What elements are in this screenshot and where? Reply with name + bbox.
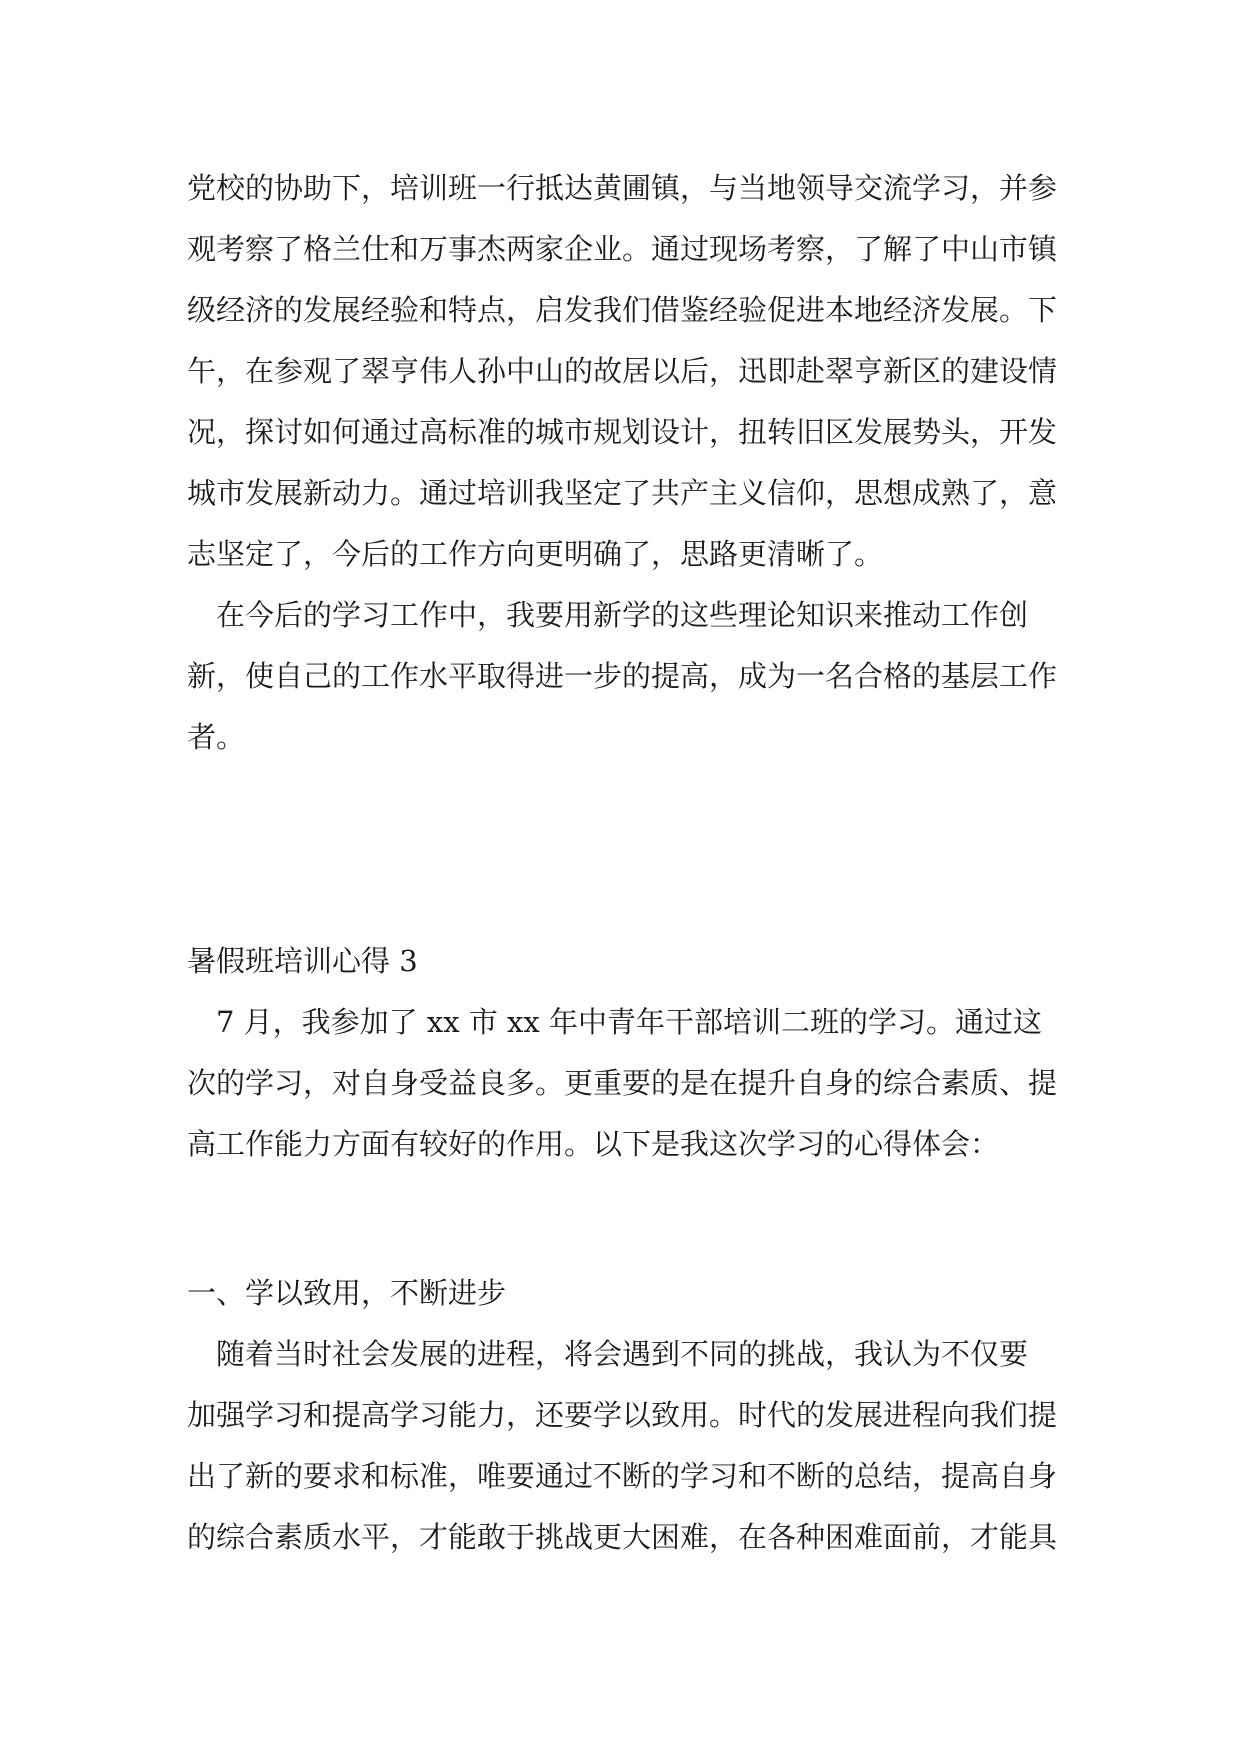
paragraph-line: 者。: [187, 720, 246, 754]
section-heading: 一、学以致用，不断进步: [187, 1276, 507, 1310]
paragraph-line: 新，使自己的工作水平取得进一步的提高，成为一名合格的基层工作: [187, 659, 1058, 693]
section-3: [187, 1263, 1057, 1568]
paragraph-line: 级经济的发展经验和特点，启发我们借鉴经验促进本地经济发展。下: [187, 293, 1058, 327]
paragraph-line: 志坚定了，今后的工作方向更明确了，思路更清晰了。: [187, 537, 884, 571]
paragraph-line: 随着当时社会发展的进程，将会遇到不同的挑战，我认为不仅要: [187, 1337, 1029, 1371]
paragraph-line: 7 月，我参加了 xx 市 xx 年中青年干部培训二班的学习。通过这: [187, 1005, 1042, 1039]
paragraph-line: 的综合素质水平，才能敢于挑战更大困难，在各种困难面前，才能具: [187, 1520, 1058, 1554]
paragraph-line: 城市发展新动力。通过培训我坚定了共产主义信仰，思想成熟了，意: [187, 476, 1058, 510]
paragraph-line: 出了新的要求和标准，唯要通过不断的学习和不断的总结，提高自身: [187, 1459, 1058, 1493]
section-2: [187, 931, 1057, 1175]
paragraph-line: 加强学习和提高学习能力，还要学以致用。时代的发展进程向我们提: [187, 1398, 1058, 1432]
paragraph-line: 况，探讨如何通过高标准的城市规划设计，扭转旧区发展势头，开发: [187, 415, 1058, 449]
section-1-body: [187, 158, 1057, 768]
paragraph-line: 观考察了格兰仕和万事杰两家企业。通过现场考察，了解了中山市镇: [187, 232, 1058, 266]
paragraph-line: 在今后的学习工作中，我要用新学的这些理论知识来推动工作创: [187, 598, 1029, 632]
paragraph-line: 高工作能力方面有较好的作用。以下是我这次学习的心得体会：: [187, 1127, 1000, 1161]
paragraph-line: 党校的协助下，培训班一行抵达黄圃镇，与当地领导交流学习，并参: [187, 171, 1058, 205]
paragraph-line: 午，在参观了翠亨伟人孙中山的故居以后，迅即赴翠亨新区的建设情: [187, 354, 1058, 388]
section-heading: 暑假班培训心得 3: [187, 944, 418, 978]
paragraph-line: 次的学习，对自身受益良多。更重要的是在提升自身的综合素质、提: [187, 1066, 1058, 1100]
